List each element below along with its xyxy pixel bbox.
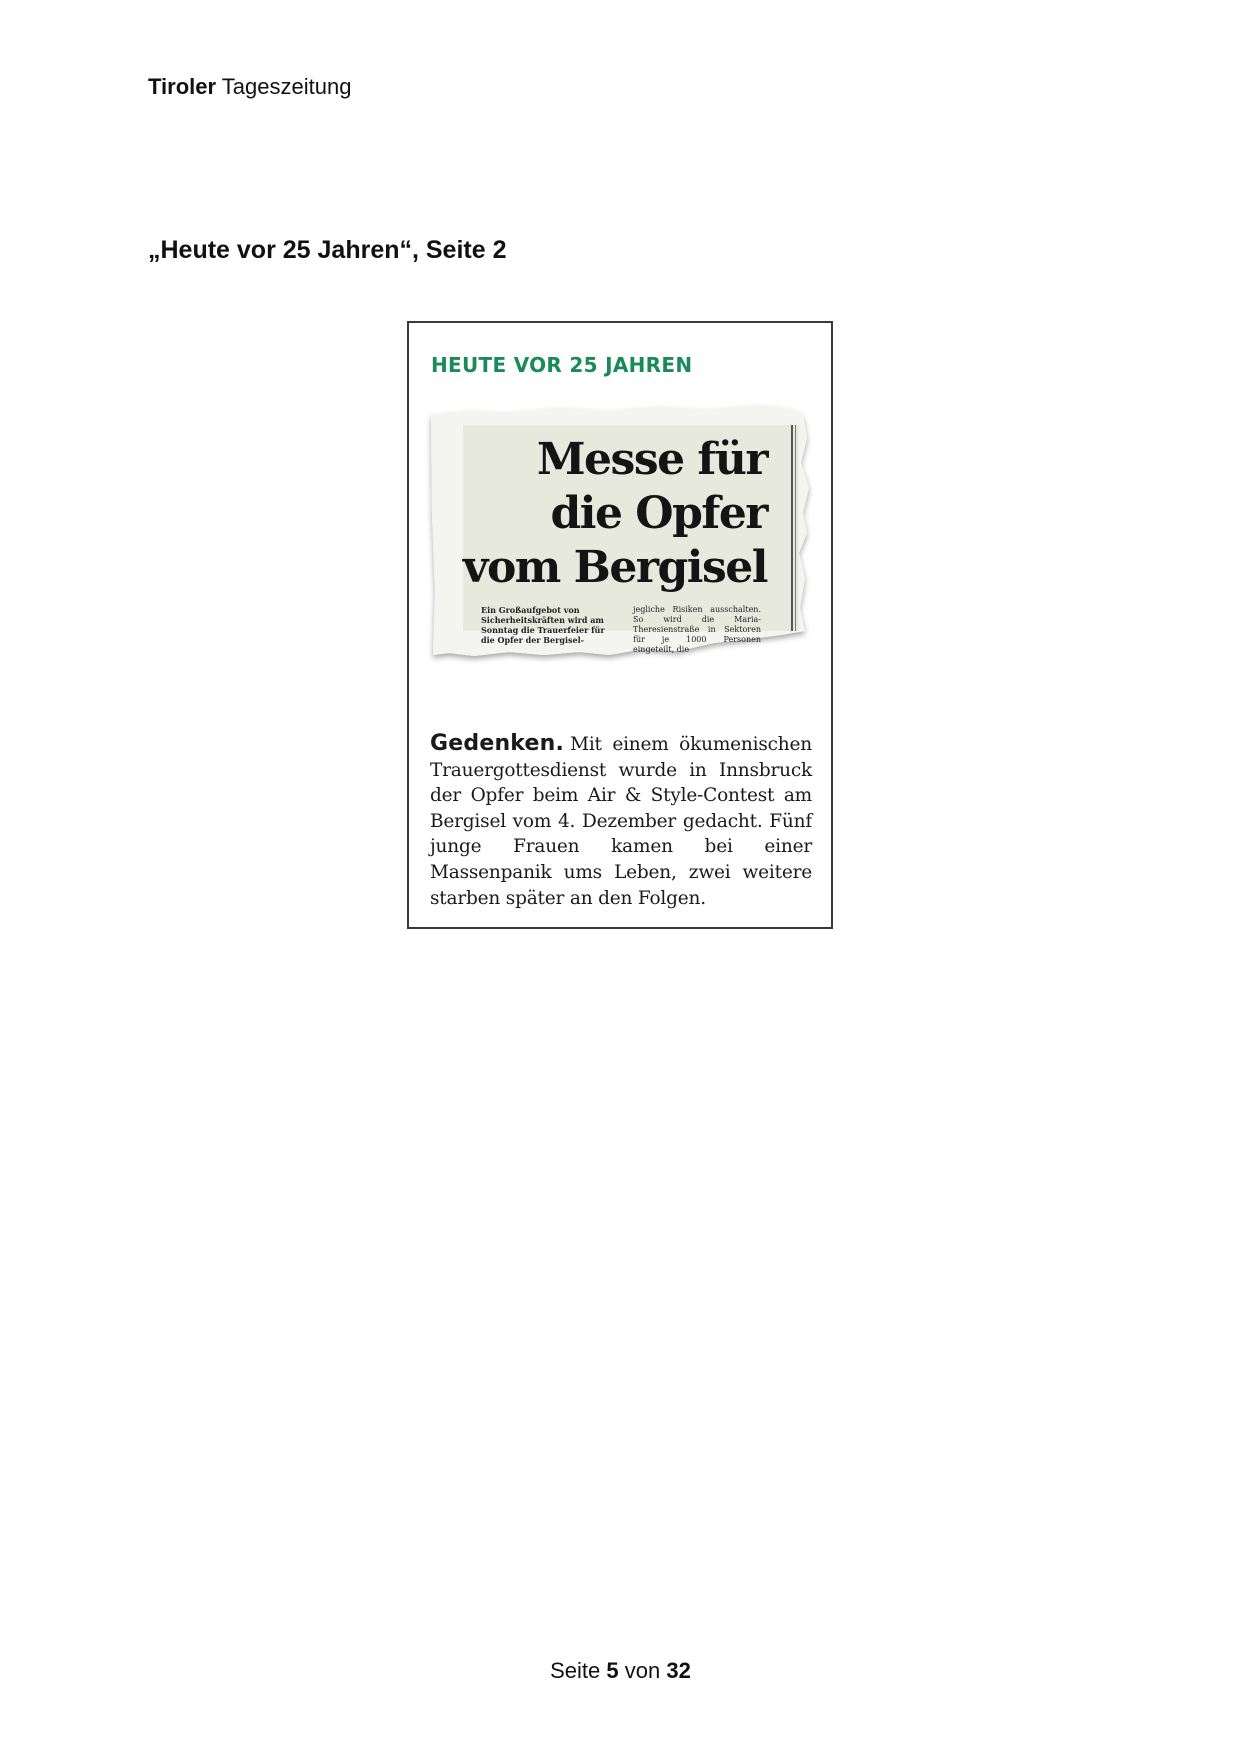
- clipping-kicker: HEUTE VOR 25 JAHREN: [431, 353, 693, 377]
- page-number-prefix: Seite: [550, 1658, 601, 1683]
- page-number-current: 5: [606, 1658, 619, 1683]
- page-number-middle: von: [624, 1658, 661, 1683]
- publication-name-bold: Tiroler: [148, 74, 217, 99]
- clipping-column-right: jegliche Risiken ausschalten. So wird die Maria-Theresienstraße in Sektoren für je 1000 Personen eingeteilt, die: [633, 605, 761, 654]
- headline-line-1: Messe für: [536, 434, 767, 485]
- headline-line-2: die Opfer: [550, 488, 767, 539]
- headline-line-3: vom Bergisel: [462, 542, 767, 593]
- section-title: „Heute vor 25 Jahren“, Seite 2: [148, 236, 507, 264]
- page-number-total: 32: [666, 1658, 691, 1683]
- clipping-body-text: [430, 731, 812, 911]
- torn-paper-scrap: [429, 393, 823, 683]
- clipping-headline: [429, 433, 767, 595]
- publication-name: [148, 74, 351, 100]
- newspaper-clipping: [407, 321, 833, 929]
- clipping-body: Mit einem ökumenischen Trauergottesdienst wurde in Innsbruck der Opfer beim Air & Style-Contest am Bergisel vom 4. Dezember gedacht. Fünf junge Frauen kamen bei einer Massenpanik ums Leben, zwei weitere starben später an den Folgen.: [430, 734, 812, 909]
- clipping-lead: Gedenken.: [430, 731, 565, 756]
- clipping-column-left: Ein Großaufgebot von Sicherheitskräften wird am Sonntag die Trauerfeier für die Opfer der Bergisel-: [481, 605, 605, 645]
- publication-name-regular: Tageszeitung: [221, 74, 352, 99]
- page-number: [0, 1658, 1241, 1684]
